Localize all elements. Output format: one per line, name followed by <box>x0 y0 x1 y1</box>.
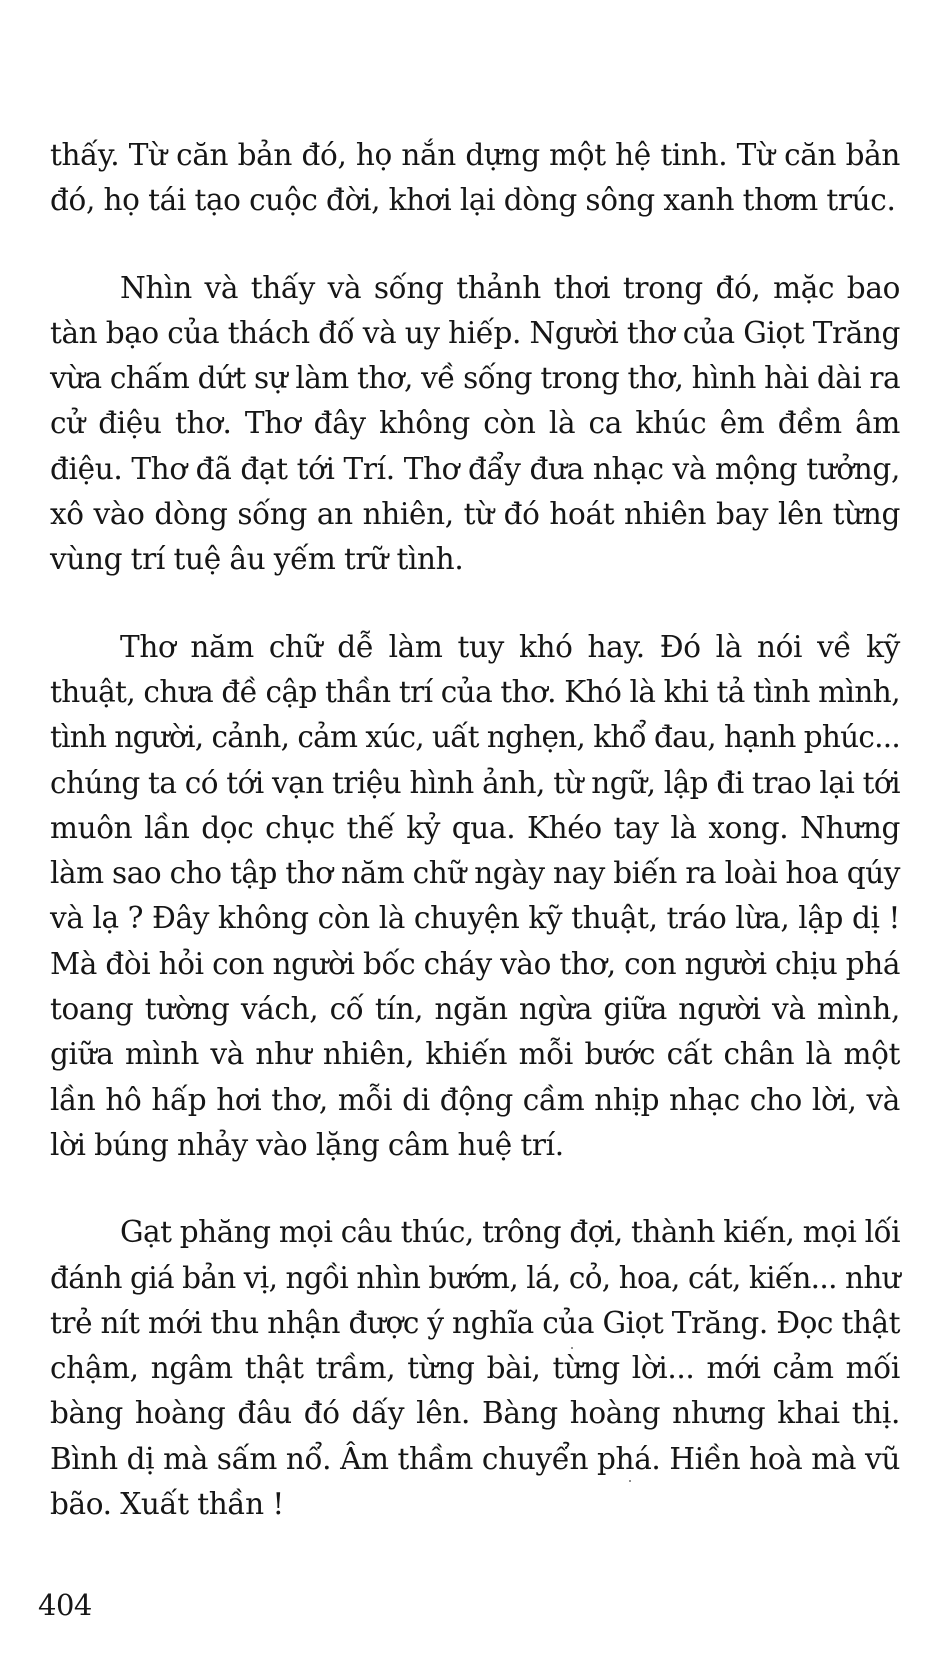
text-line: Thơ năm chữ dễ làm tuy khó hay. Đó là nói về kỹ <box>120 629 900 664</box>
text-line: trẻ nít mới thu nhận được ý nghĩa của Giọt Trăng. Đọc thật <box>50 1305 900 1340</box>
paragraph <box>50 625 900 1169</box>
text-line: chậm, ngâm thật trầm, từng bài, từng lời... mới cảm mối <box>50 1351 900 1386</box>
text-line: lần hô hấp hơi thơ, mỗi di động cầm nhịp nhạc cho lời, và <box>50 1082 900 1117</box>
text-line: điệu. Thơ đã đạt tới Trí. Thơ đẩy đưa nhạc và mộng tưởng, <box>50 451 900 486</box>
text-line: Nhìn và thấy và sống thảnh thơi trong đó, mặc bao <box>120 270 900 305</box>
paragraph <box>50 133 900 224</box>
scan-speck <box>571 1347 573 1349</box>
text-line: Gạt phăng mọi câu thúc, trông đợi, thành kiến, mọi lối <box>120 1215 900 1250</box>
body-text <box>50 133 900 1569</box>
text-line: đó, họ tái tạo cuộc đời, khơi lại dòng sông xanh thơm trúc. <box>50 183 896 218</box>
text-line: bão. Xuất thần ! <box>50 1487 284 1522</box>
paragraph <box>50 266 900 583</box>
text-line: đánh giá bản vị, ngồi nhìn bướm, lá, cỏ, hoa, cát, kiến... như <box>50 1260 900 1295</box>
text-line: Mà đòi hỏi con người bốc cháy vào thơ, con người chịu phá <box>50 946 900 981</box>
text-line: toang tường vách, cố tín, ngăn ngừa giữa người và mình, <box>50 992 900 1027</box>
text-line: chúng ta có tới vạn triệu hình ảnh, từ ngữ, lập đi trao lại tới <box>50 765 900 800</box>
text-line: xô vào dòng sống an nhiên, từ đó hoát nhiên bay lên từng <box>50 497 900 532</box>
scan-speck <box>629 1480 631 1482</box>
text-line: vùng trí tuệ âu yếm trữ tình. <box>50 542 464 577</box>
paragraph <box>50 1210 900 1527</box>
text-line: tàn bạo của thách đố và uy hiếp. Người thơ của Giọt Trăng <box>50 315 900 350</box>
text-line: thấy. Từ căn bản đó, họ nắn dựng một hệ tinh. Từ căn bản <box>50 138 900 172</box>
text-line: muôn lần dọc chục thế kỷ qua. Khéo tay là xong. Nhưng <box>50 810 900 845</box>
text-line: làm sao cho tập thơ năm chữ ngày nay biến ra loài hoa qúy <box>50 856 900 891</box>
text-line: giữa mình và như nhiên, khiến mỗi bước cất chân là một <box>50 1037 900 1072</box>
text-line: cử điệu thơ. Thơ đây không còn là ca khúc êm đềm âm <box>50 406 900 441</box>
text-line: và lạ ? Đây không còn là chuyện kỹ thuật, tráo lừa, lập dị ! <box>50 901 900 936</box>
text-line: tình người, cảnh, cảm xúc, uất nghẹn, khổ đau, hạnh phúc... <box>50 720 900 755</box>
text-line: lời búng nhảy vào lặng câm huệ trí. <box>50 1127 564 1162</box>
page-number: 404 <box>38 1588 92 1622</box>
text-line: thuật, chưa đề cập thần trí của thơ. Khó là khi tả tình mình, <box>50 674 900 709</box>
text-line: vừa chấm dứt sự làm thơ, về sống trong thơ, hình hài dài ra <box>50 361 900 396</box>
text-line: bàng hoàng đâu đó dấy lên. Bàng hoàng nhưng khai thị. <box>50 1396 900 1431</box>
text-line: Bình dị mà sấm nổ. Âm thầm chuyển phá. Hiền hoà mà vũ <box>50 1441 900 1476</box>
